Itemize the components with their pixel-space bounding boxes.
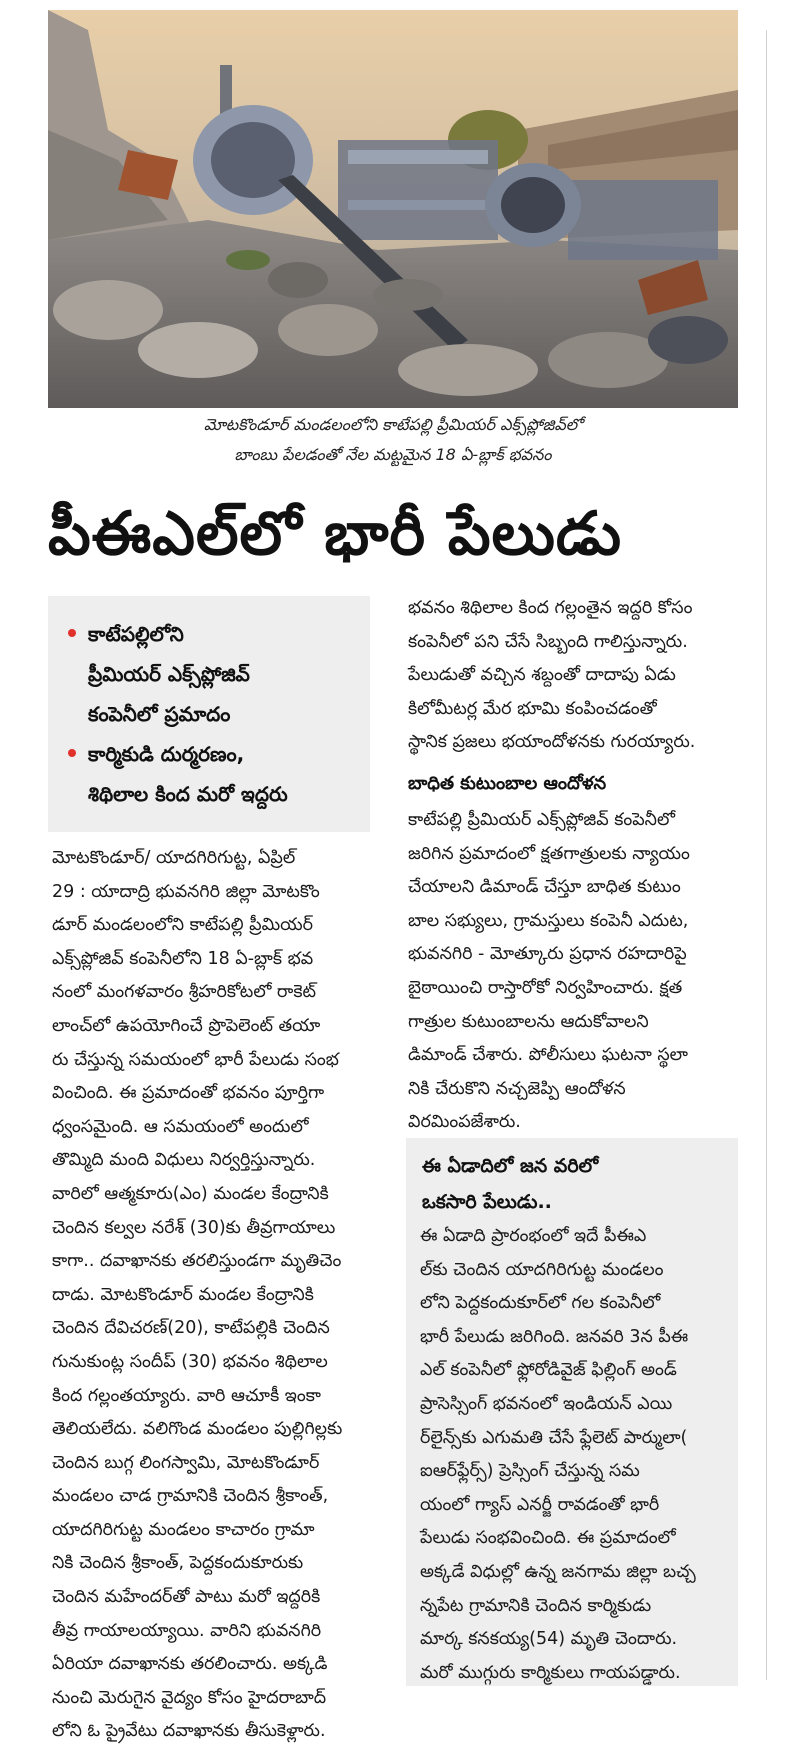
highlight-line: ప్రీమియర్ ఎక్స్‌ప్లోజివ్ (88, 662, 250, 686)
box-line: అక్కడే విధుల్లో ఉన్న జనగామ జిల్లా బచ్చ (420, 1561, 696, 1582)
collapsed-building-photo (48, 10, 738, 408)
highlight-line: కంపెనీలో ప్రమాదం (88, 702, 231, 726)
highlight-item (62, 614, 356, 734)
box-line: యంలో గ్యాస్ ఎనర్జీ రావడంతో భారీ (420, 1494, 660, 1515)
body-line: దాడు. మోటకొండూర్ మండల కేంద్రానికి (52, 1284, 314, 1305)
body-line: నికి చేరుకొని నచ్చజెప్పి ఆందోళన (408, 1078, 626, 1099)
body-line: కాటేపల్లి ప్రీమియర్ ఎక్స్‌ప్లోజివ్ కంపెనీలో (408, 809, 675, 830)
body-line: వారిలో ఆత్మకూరు(ఎం) మండల కేంద్రానికి (52, 1183, 329, 1204)
body-line: 29 : యాదాద్రి భువనగిరి జిల్లా మోటకొం (52, 881, 320, 902)
body-line: భవనం శిథిలాల కింద గల్లంతైన ఇద్దరి కోసం (408, 598, 693, 618)
body-line: తొమ్మిది మంది విధులు నిర్వర్తిస్తున్నారు. (52, 1150, 316, 1171)
body-line: చెందిన బుగ్గ లింగస్వామి, మోటకొండూర్ (52, 1452, 320, 1473)
body-line: చెందిన మహేందర్‌తో పాటు మరో ఇద్దరికి (52, 1587, 321, 1608)
body-line: గునుకుంట్ల సందీప్ (30) భవనం శిథిలాల (52, 1351, 328, 1372)
highlight-line: శిథిలాల కింద మరో ఇద్దరు (88, 782, 288, 806)
box-line: ర్‌లైన్స్‌కు ఎగుమతి చేసే ఫ్లేలెట్ పార్ములా( (420, 1427, 688, 1448)
body-line: విరమింపజేశారు. (408, 1112, 521, 1133)
body-line: స్థానిక ప్రజలు భయాందోళనకు గురయ్యారు. (408, 732, 696, 753)
body-line: బాల సభ్యులు, గ్రామస్తులు కంపెనీ ఎదుట, (408, 910, 689, 931)
box-line: ప్రాసెస్సింగ్ భవనంలో ఇండియన్ ఎయి (420, 1393, 673, 1414)
body-line: గాత్రుల కుటుంబాలను ఆదుకోవాలని (408, 1011, 649, 1032)
body-line: జరిగిన ప్రమాదంలో క్షతగాత్రులకు న్యాయం (408, 843, 690, 864)
body-line: ఏరియా దవాఖానకు తరలించారు. అక్కడి (52, 1654, 328, 1675)
section-subheading: బాధిత కుటుంబాల ఆందోళన (408, 772, 607, 794)
bullet-icon (68, 629, 76, 637)
box-line: మార్క కనకయ్య(54) మృతి చెందారు. (420, 1629, 678, 1650)
right-column-body (408, 592, 748, 1140)
box-line: మరో ముగ్గురు కార్మికులు గాయపడ్డారు. (420, 1662, 681, 1683)
photo-illustration (48, 10, 738, 408)
sidebar-box-body (416, 1220, 728, 1690)
body-line: చెందిన కల్వల నరేశ్ (30)కు తీవ్రగాయాలు (52, 1217, 336, 1238)
caption-line-2: బాంబు పేలడంతో నేల మట్టమైన 18 ఏ-బ్లాక్ భవనం (234, 445, 552, 464)
body-line: ఎక్స్‌ప్లోజివ్ కంపెనీలోని 18 ఏ-బ్లాక్ భవ (52, 948, 314, 969)
body-line: మండలం చాడ గ్రామానికి చెందిన శ్రీకాంత్, (52, 1486, 329, 1507)
body-line: చేయాలని డిమాండ్ చేస్తూ బాధిత కుటుం (408, 877, 681, 898)
bullet-icon (68, 749, 76, 757)
box-line: ఐఆర్‌ఫ్లేర్స్) ప్రెస్సింగ్ చేస్తున్న సమ (420, 1461, 640, 1482)
body-line: తెలియలేదు. వలిగొండ మండలం పుల్లిగిల్లకు (52, 1419, 343, 1440)
sidebar-box-title (416, 1148, 728, 1220)
highlight-item (62, 734, 356, 814)
box-line: భారీ పేలుడు జరిగింది. జనవరి 3న పీఈ (420, 1326, 689, 1347)
box-title-line: ఈ ఏడాదిలో జన వరిలో (422, 1155, 599, 1177)
box-line: లోని పెద్దకందుకూర్‌లో గల కంపెనీలో (420, 1293, 661, 1314)
body-line: చెందిన దేవిచరణ్(20), కాటేపల్లికి చెందిన (52, 1318, 330, 1339)
body-line: బైఠాయించి రాస్తారోకో నిర్వహించారు. క్షత (408, 977, 683, 998)
box-line: పేలుడు సంభవించింది. ఈ ప్రమాదంలో (420, 1528, 676, 1549)
body-line: లోని ఓ ప్రైవేటు దవాఖానకు తీసుకెళ్లారు. (52, 1721, 326, 1742)
box-title-line: ఒకసారి పేలుడు.. (422, 1191, 552, 1213)
body-line: పేలుడుతో వచ్చిన శబ్దంతో దాదాపు ఏడు (408, 665, 676, 686)
body-line: కింద గల్లంతయ్యారు. వారి ఆచూకీ ఇంకా (52, 1385, 321, 1406)
box-line: ఎల్ కంపెనీలో ఫ్లోరోడివైజ్ ఫిల్లింగ్ అండ్ (420, 1360, 677, 1381)
sidebar-box (406, 1138, 738, 1686)
headline: పీఈఎల్‌లో భారీ పేలుడు (48, 499, 623, 569)
caption-line-1: మోటకొండూర్ మండలంలోని కాటేపల్లి ప్రీమియర్ ఎక్స్‌ప్లోజివ్‌లో (203, 415, 583, 434)
body-line: రు చేస్తున్న సమయంలో భారీ పేలుడు సంభ (52, 1049, 339, 1070)
highlight-line: కార్మికుడి దుర్మరణం, (88, 742, 245, 766)
page-edge-rule (766, 30, 767, 1680)
photo-caption (48, 410, 738, 470)
body-line: నుంచి మెరుగైన వైద్యం కోసం హైదరాబాద్ (52, 1687, 327, 1708)
box-line: ఈ ఏడాది ప్రారంభంలో ఇదే పీఈఎ (420, 1226, 647, 1246)
box-line: ల్‌కు చెందిన యాదగిరిగుట్ట మండలం (420, 1259, 664, 1280)
body-line: కాగా.. దవాఖానకు తరలిస్తుండగా మృతిచెం (52, 1251, 342, 1272)
body-line: తీవ్ర గాయాలయ్యాయి. వారిని భువనగిరి (52, 1620, 322, 1641)
body-line: లాంచ్‌లో ఉపయోగించే ప్రొపెలెంట్ తయా (52, 1015, 321, 1036)
box-line: న్నపేట గ్రామానికి చెందిన కార్మికుడు (420, 1595, 652, 1616)
body-line: భువనగిరి - మోత్కూరు ప్రధాన రహదారిపై (408, 944, 687, 965)
body-line: కిలోమీటర్ల మేర భూమి కంపించడంతో (408, 698, 657, 719)
body-line: డూర్ మండలంలోని కాటేపల్లి ప్రీమియర్ (52, 915, 313, 936)
body-line: డిమాండ్ చేశారు. పోలీసులు ఘటనా స్థలా (408, 1045, 688, 1066)
body-line: వించింది. ఈ ప్రమాదంతో భవనం పూర్తిగా (52, 1083, 325, 1104)
body-line: కంపెనీలో పని చేసే సిబ్బంది గాలిస్తున్నారు. (408, 631, 688, 652)
body-line: నికి చెందిన శ్రీకాంత్, పెద్దకందుకూరుకు (52, 1553, 304, 1574)
body-line: ధ్వంసమైంది. ఆ సమయంలో అందులో (52, 1116, 309, 1137)
body-line: యాదగిరిగుట్ట మండలం కాచారం గ్రామా (52, 1519, 315, 1540)
body-line: మోటకొండూర్/ యాదగిరిగుట్ట, ఏప్రిల్ (52, 848, 296, 868)
body-line: నంలో మంగళవారం శ్రీహరికోటలో రాకెట్ (52, 982, 317, 1003)
highlights-box (48, 596, 370, 832)
left-column-body (52, 842, 382, 1749)
highlight-line: కాటేపల్లిలోని (88, 622, 184, 646)
